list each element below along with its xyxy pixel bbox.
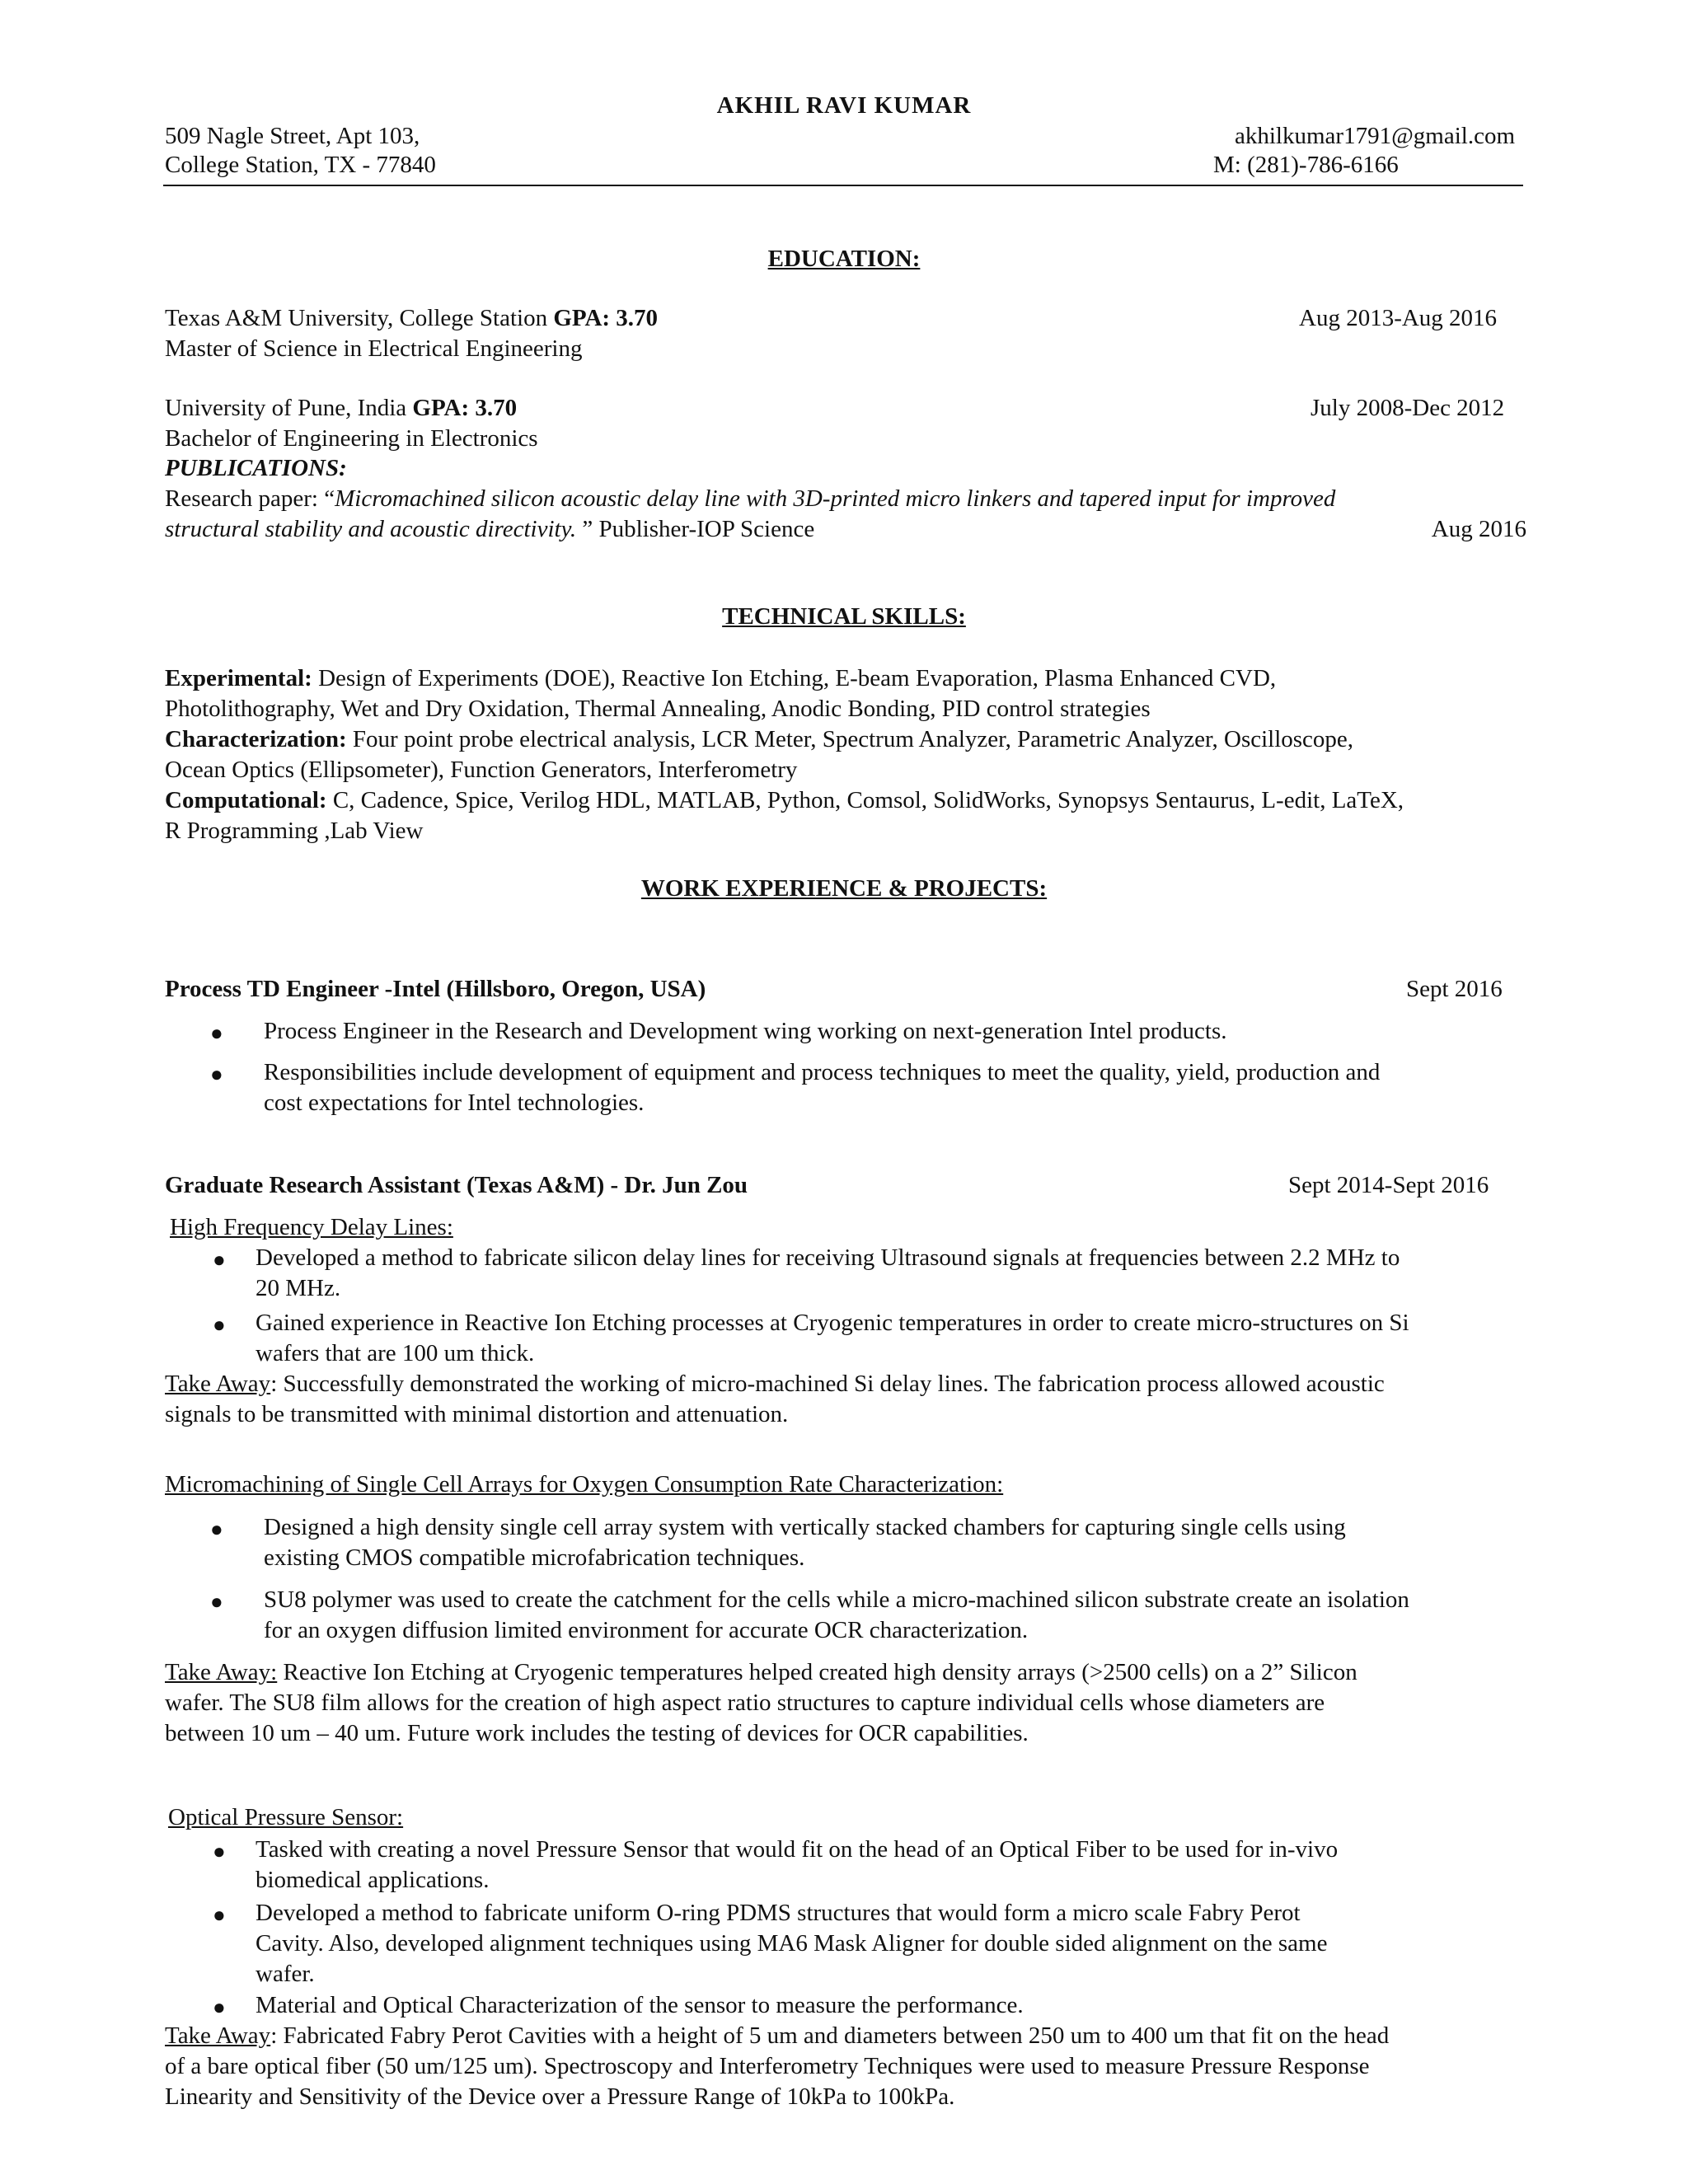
education-entry-1-degree: Master of Science in Electrical Engineering	[165, 335, 583, 362]
bullet-icon: ●	[210, 1517, 223, 1541]
gpa: GPA: 3.70	[553, 305, 659, 331]
intel-date: Sept 2016	[1406, 976, 1503, 1002]
micro-takeaway	[165, 1657, 1357, 1688]
bullet-icon: ●	[213, 1903, 226, 1927]
phone-number: M: (281)-786-6166	[1213, 152, 1399, 178]
address-line-2: College Station, TX - 77840	[165, 152, 436, 178]
takeaway-label: Take Away	[165, 2022, 271, 2049]
bullet-icon: ●	[210, 1590, 223, 1614]
ops-bullet-2: Developed a method to fabricate uniform O-ring PDMS structures that would form a micro scale Fabry Perot	[256, 1900, 1301, 1926]
education-entry-2-degree: Bachelor of Engineering in Electronics	[165, 425, 538, 452]
ops-takeaway-cont-2: Linearity and Sensitivity of the Device over a Pressure Range of 10kPa to 100kPa.	[165, 2083, 955, 2110]
skills-text: Design of Experiments (DOE), Reactive Ion Etching, E-beam Evaporation, Plasma Enhanced CVD,	[312, 665, 1277, 691]
publication-date: Aug 2016	[1431, 516, 1526, 542]
skills-label: Characterization:	[165, 726, 347, 752]
gpa: GPA: 3.70	[412, 395, 518, 421]
address-line-1: 509 Nagle Street, Apt 103,	[165, 123, 420, 149]
publication-prefix: Research paper: “	[165, 485, 335, 512]
takeaway-label: Take Away	[165, 1371, 271, 1397]
micro-bullet-2: SU8 polymer was used to create the catchment for the cells while a micro-machined silicon substrate create an isolation	[264, 1586, 1409, 1613]
takeaway-label: Take Away:	[165, 1659, 278, 1685]
micro-takeaway-cont-2: between 10 um – 40 um. Future work includes the testing of devices for OCR capabilities.	[165, 1720, 1029, 1746]
bullet-icon: ●	[210, 1062, 223, 1086]
ops-bullet-2-cont: Cavity. Also, developed alignment techniques using MA6 Mask Aligner for double sided alignment on the same	[256, 1930, 1328, 1957]
education-heading: EDUCATION:	[767, 246, 921, 272]
intel-bullet-2: Responsibilities include development of equipment and process techniques to meet the quality, yield, production and	[264, 1059, 1381, 1085]
intel-bullet-1: Process Engineer in the Research and Development wing working on next-generation Intel products.	[264, 1018, 1227, 1044]
school-name: Texas A&M University, College Station	[165, 305, 554, 331]
gra-title: Graduate Research Assistant (Texas A&M) - Dr. Jun Zou	[165, 1172, 748, 1198]
hfdl-bullet-1-cont: 20 MHz.	[256, 1275, 341, 1301]
skills-computational	[165, 785, 1404, 816]
ops-bullet-2-cont-2: wafer.	[256, 1961, 315, 1987]
gra-date: Sept 2014-Sept 2016	[1288, 1172, 1489, 1198]
publication-publisher: ” Publisher-IOP Science	[576, 516, 815, 542]
hfdl-bullet-2-cont: wafers that are 100 um thick.	[256, 1340, 535, 1366]
publication-line-1	[165, 484, 1335, 514]
hfdl-takeaway-cont: signals to be transmitted with minimal distortion and attenuation.	[165, 1401, 789, 1427]
school-name: University of Pune, India	[165, 395, 413, 421]
skills-label: Experimental:	[165, 665, 312, 691]
skills-label: Computational:	[165, 787, 327, 813]
takeaway-text: : Fabricated Fabry Perot Cavities with a height of 5 um and diameters between 250 um to 400 um that fit on the head	[270, 2022, 1390, 2049]
ops-heading: Optical Pressure Sensor:	[168, 1804, 404, 1830]
hfdl-bullet-2: Gained experience in Reactive Ion Etching processes at Cryogenic temperatures in order to create micro-structures on Si	[256, 1310, 1409, 1336]
ops-takeaway	[165, 2021, 1389, 2051]
work-heading: WORK EXPERIENCE & PROJECTS:	[640, 875, 1048, 902]
skills-computational-cont: R Programming ,Lab View	[165, 818, 424, 844]
skills-experimental	[165, 663, 1276, 694]
skills-characterization-cont: Ocean Optics (Ellipsometer), Function Generators, Interferometry	[165, 757, 798, 783]
skills-characterization	[165, 724, 1353, 755]
header-divider	[163, 185, 1523, 186]
education-entry-1-school	[165, 303, 658, 334]
bullet-icon: ●	[213, 1313, 226, 1337]
intel-title: Process TD Engineer -Intel (Hillsboro, Oregon, USA)	[165, 976, 706, 1002]
email-address[interactable]: akhilkumar1791@gmail.com	[1235, 123, 1515, 149]
micro-bullet-1-cont: existing CMOS compatible microfabrication techniques.	[264, 1544, 805, 1571]
micro-bullet-1: Designed a high density single cell array system with vertically stacked chambers for capturing single cells using	[264, 1514, 1346, 1540]
micro-bullet-2-cont: for an oxygen diffusion limited environment for accurate OCR characterization.	[264, 1617, 1029, 1643]
bullet-icon: ●	[213, 1995, 226, 2019]
education-entry-2-school	[165, 393, 517, 424]
skills-text: C, Cadence, Spice, Verilog HDL, MATLAB, Python, Comsol, SolidWorks, Synopsys Sentaurus, L-edit, LaTeX,	[326, 787, 1404, 813]
bullet-icon: ●	[210, 1021, 223, 1045]
skills-heading: TECHNICAL SKILLS:	[722, 603, 966, 630]
education-entry-2-dates: July 2008-Dec 2012	[1311, 395, 1505, 421]
education-entry-1-dates: Aug 2013-Aug 2016	[1299, 305, 1498, 331]
takeaway-text: : Successfully demonstrated the working of micro-machined Si delay lines. The fabrication process allowed acoustic	[270, 1371, 1385, 1397]
ops-bullet-3: Material and Optical Characterization of the sensor to measure the performance.	[256, 1992, 1024, 2018]
skills-text: Four point probe electrical analysis, LCR Meter, Spectrum Analyzer, Parametric Analyzer, Oscilloscope,	[346, 726, 1354, 752]
bullet-icon: ●	[213, 1248, 226, 1272]
ops-takeaway-cont: of a bare optical fiber (50 um/125 um). Spectroscopy and Interferometry Techniques were used to measure Pressure Response	[165, 2053, 1370, 2079]
micro-heading: Micromachining of Single Cell Arrays for Oxygen Consumption Rate Characterization:	[165, 1471, 1004, 1497]
ops-bullet-1: Tasked with creating a novel Pressure Sensor that would fit on the head of an Optical Fiber to be used for in-vivo	[256, 1836, 1339, 1863]
takeaway-text: Reactive Ion Etching at Cryogenic temperatures helped created high density arrays (>2500 cells) on a 2” Silicon	[277, 1659, 1357, 1685]
intel-bullet-2-cont: cost expectations for Intel technologies.	[264, 1090, 645, 1116]
publication-line-2	[165, 514, 814, 545]
micro-takeaway-cont: wafer. The SU8 film allows for the creation of high aspect ratio structures to capture individual cells whose diameters are	[165, 1690, 1325, 1716]
publications-heading: PUBLICATIONS:	[165, 455, 347, 481]
hfdl-takeaway	[165, 1369, 1385, 1399]
candidate-name: AKHIL RAVI KUMAR	[716, 92, 972, 119]
hfdl-bullet-1: Developed a method to fabricate silicon delay lines for receiving Ultrasound signals at frequencies between 2.2 MHz to	[256, 1244, 1400, 1271]
publication-title: Micromachined silicon acoustic delay line with 3D-printed micro linkers and tapered input for improved	[335, 485, 1336, 512]
publication-title-cont: structural stability and acoustic directivity.	[165, 516, 577, 542]
ops-bullet-1-cont: biomedical applications.	[256, 1867, 490, 1893]
skills-experimental-cont: Photolithography, Wet and Dry Oxidation, Thermal Annealing, Anodic Bonding, PID control strategies	[165, 696, 1151, 722]
hfdl-heading: High Frequency Delay Lines:	[170, 1214, 453, 1240]
bullet-icon: ●	[213, 1840, 226, 1863]
